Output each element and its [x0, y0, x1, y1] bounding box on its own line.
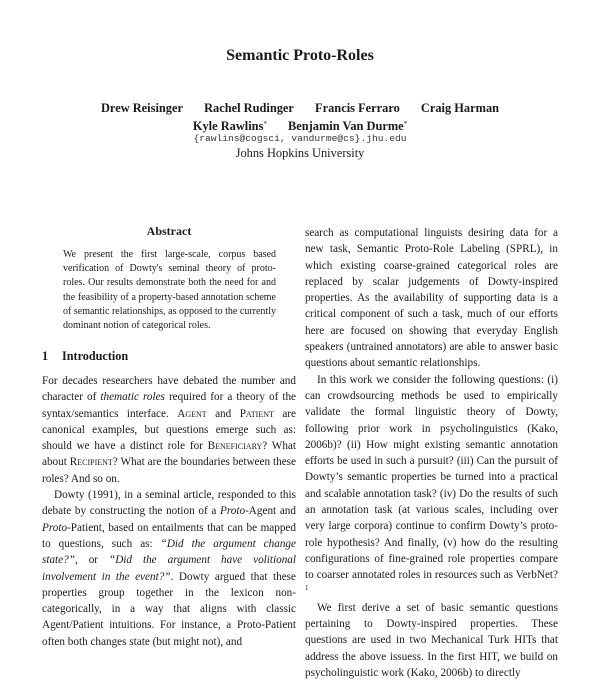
intro-paragraph-1: For decades researchers have debated the number and character of thematic roles required for a theory of the syntax/semantics interface. Agent and Patient are canonical examples, but questions emerge such as: should we have a distinct role for Beneficiary? What about Recipient? What are the boundaries between these roles? And so on.	[42, 375, 297, 485]
author-name: Francis Ferraro	[315, 101, 400, 115]
author-name: Kyle Rawlins	[192, 119, 264, 133]
author-name: Rachel Rudinger	[204, 101, 294, 115]
section-title: Introduction	[62, 349, 129, 363]
paper-title: Semantic Proto-Roles	[226, 47, 374, 64]
abstract-heading: Abstract	[146, 224, 192, 238]
abstract-text: We present the first large-scale, corpus based verification of Dowty's seminal theory of proto-roles. Our results demonstrate both the need for and the feasibility of a property-based annotation scheme of semantic relationships, as opposed to the currently dominant notion of categorical roles.	[63, 249, 276, 332]
author-list	[0, 100, 600, 134]
intro-paragraph-5: We first derive a set of basic semantic questions pertaining to Dowty-inspired properties. These questions are used in two Mechanical Turk HITs that address the above issuess. In the first HIT, we build on psycholinguistic work (Kako, 2006b) to directly	[305, 601, 558, 680]
footnote-marker[interactable]: 1	[305, 583, 309, 592]
author-name: Craig Harman	[420, 101, 500, 115]
intro-paragraph-2: Dowty (1991), in a seminal article, responded to this debate by constructing the notion of a Proto-Agent and Proto-Patient, based on entailments that can be mapped to questions, such as: “Did the argument change state?”, or “Did the argument have volitional involvement in the event?”. Dowty argued that these properties group together in the lexicon non-categorically, in a way that aligns with classic Agent/Patient intuitions. For instance, a Proto-Patient often both changes state (but might not), and	[42, 489, 296, 648]
affiliation: Johns Hopkins University	[235, 146, 365, 160]
author-marker: *	[403, 120, 408, 128]
author-marker: *	[263, 120, 267, 128]
author-email: {rawlins@cogsci, vandurme@cs}.jhu.edu	[193, 133, 407, 144]
section-heading	[42, 349, 128, 364]
author-name: Drew Reisinger	[100, 101, 183, 115]
intro-paragraph-3: search as computational linguists desiring data for a new task, Semantic Proto-Role Labeling (SPRL), in which existing coarse-grained categorical roles are replaced by scalar judgements of Dowty-inspired properties. As the availability of supporting data is a critical component of such a task, much of our efforts here are focused on showing that everyday English speakers (untrained annotators) are able to answer basic questions about semantic relationships.	[305, 227, 558, 370]
author-line-2	[0, 116, 600, 134]
intro-right-column	[305, 225, 558, 681]
section-number: 1	[42, 349, 49, 363]
intro-left-column	[42, 373, 296, 650]
author-name: Benjamin Van Durme	[288, 119, 404, 133]
author-line-1	[0, 100, 600, 116]
intro-paragraph-4: In this work we consider the following questions: (i) can crowdsourcing methods be used to empirically validate the formal linguistic theory of Dowty, following prior work in psycholinguistics (Kako, 2006b)? (ii) How might existing semantic annotation efforts be used in such a pursuit? (iii) Can the pursuit of Dowty’s semantic properties be turned into a practical and scalable annotation task? (iv) Do the results of such an annotation task (at various scales, including over very large corpora) continue to confirm Dowty’s proto- role hypothesis? And finally, (v) how do the resulting configurations of fine-grained role properties compare to coarser annotated roles in resources such as VerbNet?$^1$	[305, 373, 558, 592]
